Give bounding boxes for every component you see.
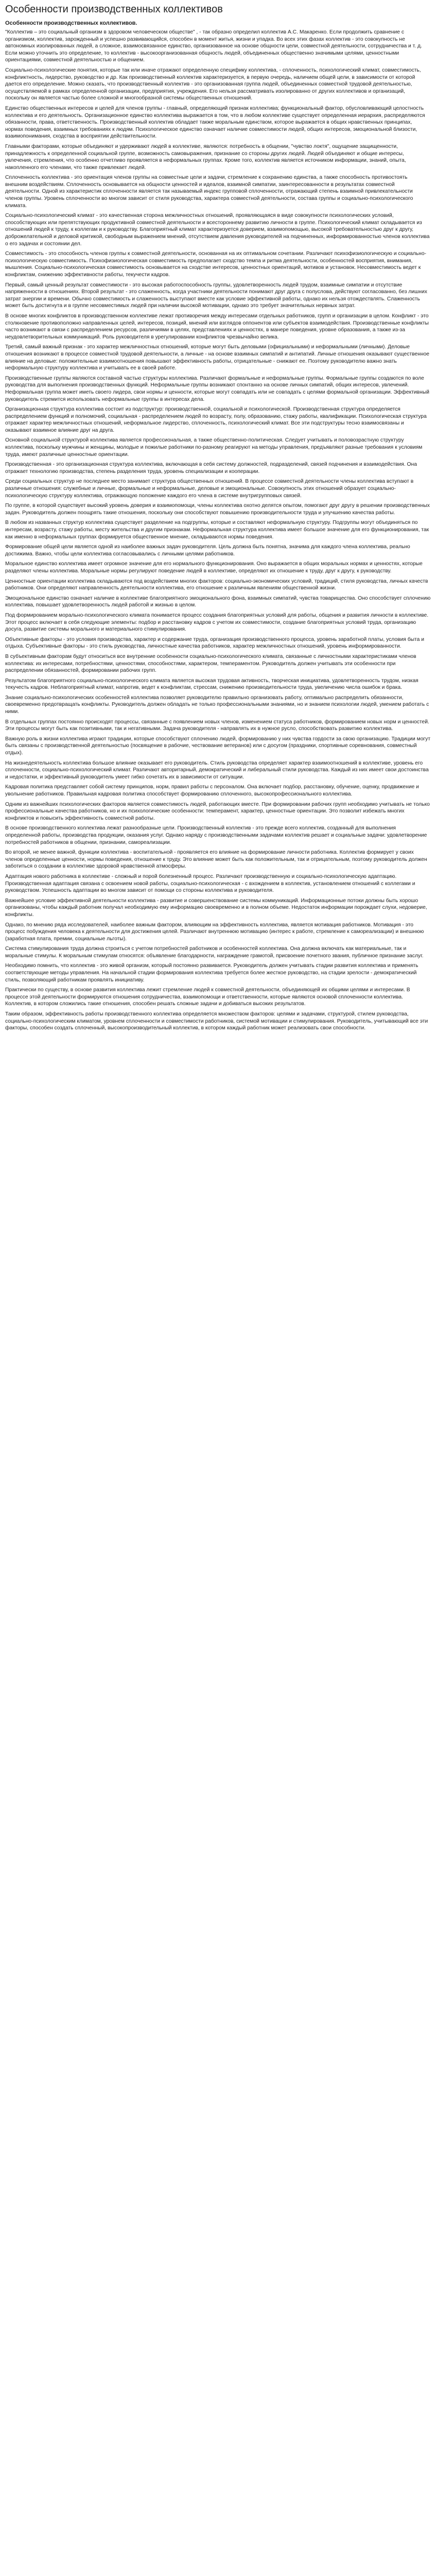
paragraph: Моральное единство коллектива имеет огромное значение для его нормального функционирования. Оно выражается в общих моральных нормах и ценностях, которые разделяют члены коллектива. Моральные нормы регулируют поведение людей в коллективе, определяют их отношение к труду, друг к другу, к руководству. — [5, 561, 423, 574]
paragraph: Необходимо помнить, что коллектив - это живой организм, который постоянно развивается. Руководитель должен учитывать стадии развития коллектива и применять соответствующие методы управления. На начальной стадии формирования коллектива требуется более жесткое руководство, на стадии зрелости - демократический стиль, позволяющий работникам проявлять инициативу. — [5, 963, 418, 983]
page-title: Особенности производственных коллективов — [5, 4, 223, 15]
paragraph: Во второй, не менее важной, функции коллектива - воспитательной - проявляется его влияние на формирование личности работника. Коллектив формирует у своих членов определенные ценности, нормы поведения, отношение к труду. Это влияние может быть как положительным, так и отрицательным, поэтому руководитель должен заботиться о создании в коллективе здоровой нравственной атмосферы. — [5, 850, 427, 870]
paragraph: Важную роль в жизни коллектива играют традиции, которые способствуют сплочению людей, формированию у них чувства гордости за свою организацию. Традиции могут быть связаны с производственной деятельностью (посвящение в рабочие, чествование ветеранов) или с досугом (праздники, спортивные соревнования, совместный отдых). — [5, 736, 431, 756]
paragraph: Система стимулирования труда должна строиться с учетом потребностей работников и особенностей коллектива. Она должна включать как материальные, так и моральные стимулы. К моральным стимулам относятся: объявление благодарности, награждение грамотой, присвоение почетного звания, публичное признание заслуг. — [5, 946, 424, 959]
paragraph: Главными факторами, которые объединяют и удерживают людей в коллективе, являются: потребность в общении, "чувство локтя", ощущение защищенности, принадлежность к определенной социальной группе, возможность самовыражения, признание со стороны других людей. Людей объединяют и общие интересы, увлечения, стремления, что особенно отчетливо проявляется в неформальных группах. Кроме того, коллектив является источником информации, знаний, опыта, накопленного его членами, что также привлекает людей. — [5, 143, 406, 171]
article-body — [5, 29, 431, 1032]
paragraph: Социально-психологический климат - это качественная сторона межличностных отношений, проявляющаяся в виде совокупности психологических условий, способствующих или препятствующих продуктивной совместной деятельности и всестороннему развитию личности в группе. Психологический климат складывается из отношений людей к труду, к коллегам и к руководству. Благоприятный климат характеризуется доверием, взаимопомощью, высокой требовательностью друг к другу, доброжелательной и деловой критикой, свободным выражением мнений, отсутствием давления руководителей на подчиненных, информированностью членов коллектива о его задачах и состоянии дел. — [5, 213, 430, 247]
paragraph: Ценностные ориентации коллектива складываются под воздействием многих факторов: социально-экономических условий, традиций, стиля руководства, личных качеств работников. Они определяют направленность деятельности коллектива, его отношение к различным явлениям общественной жизни. — [5, 578, 428, 591]
paragraph: Важнейшее условие эффективной деятельности коллектива - развитие и совершенствование системы коммуникаций. Информационные потоки должны быть хорошо организованы, чтобы каждый работник получал необходимую ему информацию своевременно и в полном объеме. Недостаток информации порождает слухи, недоверие, конфликты. — [5, 897, 427, 918]
paragraph: Сплоченность коллектива - это ориентация членов группы на совместные цели и задачи, стремление к сохранению единства, а также способность противостоять внешним воздействиям. Сплоченность основывается на общности ценностей и идеалов, взаимной симпатии, заинтересованности в результатах совместной деятельности. Одной из характеристик сплоченности является так называемый индекс групповой сплоченности, отражающий степень взаимной привлекательности членов группы. Уровень сплоченности во многом зависит от стиля руководства, характера совместной деятельности, состава группы и социально-психологического климата. — [5, 175, 413, 209]
paragraph: Организационная структура коллектива состоит из подструктур: производственной, социальной и психологической. Производственная структура определяется распределением функций и полномочий, социальная - распределением людей по возрасту, полу, образованию, стажу работы, квалификации. Психологическая структура отражает характер межличностных отношений, неформальное лидерство, сплоченность, психологический климат. Все эти подструктуры тесно взаимосвязаны и оказывают взаимное влияние друг на друга. — [5, 406, 427, 433]
paragraph: В основе многих конфликтов в производственном коллективе лежат противоречия между интересами отдельных работников, групп и организации в целом. Конфликт - это столкновение противоположно направленных целей, интересов, позиций, мнений или взглядов оппонентов или субъектов взаимодействия. Производственные конфликты часто возникают в связи с распределением ресурсов, различиями в целях, представлениях и ценностях, в манере поведения, уровне образования, а также из-за неудовлетворительных коммуникаций. Роль руководителя в урегулировании конфликтов чрезвычайно велика. — [5, 313, 429, 340]
paragraph: Производственные группы являются составной частью структуры коллектива. Различают формальные и неформальные группы. Формальные группы создаются по воле руководства для выполнения производственных функций. Неформальные группы возникают спонтанно на основе личных симпатий, общих интересов, увлечений. Неформальная группа может иметь своего лидера, свои нормы и ценности, которые могут совпадать или не совпадать с целями формальной организации. Эффективный руководитель стремится использовать неформальные группы в интересах дела. — [5, 375, 429, 402]
paragraph: Таким образом, эффективность работы производственного коллектива определяется множеством факторов: целями и задачами, структурой, стилем руководства, социально-психологическим климатом, уровнем сплоченности и совместимости работников, системой мотивации и стимулирования. Руководитель, учитывающий все эти факторы, способен создать сплоченный, высокопроизводительный коллектив, в котором каждый работник может реализовать свои способности. — [5, 1011, 428, 1031]
paragraph: Объективные факторы - это условия производства, характер и содержание труда, организация производственного процесса, уровень заработной платы, условия быта и отдыха. Субъективные факторы - это стиль руководства, личностные качества работников, характер межличностных отношений, уровень информированности. — [5, 636, 425, 650]
section-subtitle: Особенности производственных коллективов. — [5, 20, 137, 26]
paragraph: Практически по существу, в основе развития коллектива лежит стремление людей к совместной деятельности, объединяющей их общими целями и интересами. В процессе этой деятельности формируются отношения сотрудничества, взаимопомощи и ответственности, которые являются основой сплоченности коллектива. Коллектив, в котором сложились такие отношения, способен решать сложные задачи и добиваться высоких результатов. — [5, 987, 410, 1007]
paragraph: Знание социально-психологических особенностей коллектива позволяет руководителю правильно организовать работу, оптимально распределить обязанности, своевременно предотвращать конфликты. Руководитель должен обладать не только профессиональными знаниями, но и знанием психологии людей, умением работать с ними. — [5, 694, 429, 715]
paragraph: "Коллектив – это социальный организм в здоровом человеческом обществе" , - так образно определил коллектив А.С. Макаренко. Если продолжить сравнение с организмом, коллектив, зарожденный и успешно развивающийся, способен в момент житья, жизни и упадка. Во всех этих фазах коллектив - это совокупность не автономных изолированных людей, а сложное, взаимосвязанное единство, организованное на основе общности цели, совместной деятельности, сотрудничества и т. д. Если можно уточнить это определение, то коллектив - высокоорганизованная общность людей, объединенных общественно значимыми целями, ценностными ориентациями, совместной деятельностью и общением. — [5, 29, 422, 63]
paragraph: Кадровая политика представляет собой систему принципов, норм, правил работы с персоналом. Она включает подбор, расстановку, обучение, оценку, продвижение и увольнение работников. Правильная кадровая политика способствует формированию сплоченного, высокопрофессионального коллектива. — [5, 784, 419, 797]
paragraph: На жизнедеятельность коллектива большое влияние оказывает его руководитель. Стиль руководства определяет характер взаимоотношений в коллективе, уровень его сплоченности, социально-психологический климат. Различают авторитарный, демократический и либеральный стили руководства. Каждый из них имеет свои достоинства и недостатки, и эффективный руководитель умеет гибко сочетать их в зависимости от ситуации. — [5, 760, 429, 780]
paragraph: Результатом благоприятного социально-психологического климата является высокая трудовая активность, творческая инициатива, удовлетворенность трудом, низкая текучесть кадров. Неблагоприятный климат, напротив, ведет к конфликтам, стрессам, снижению производительности труда, увеличению числа ошибок и брака. — [5, 677, 418, 691]
paragraph: Производственная - это организационная структура коллектива, включающая в себя систему должностей, подразделений, связей подчинения и взаимодействия. Она отражает технологию производства, степень разделения труда, уровень специализации и кооперации. — [5, 462, 417, 474]
paragraph: Адаптация нового работника в коллективе - сложный и порой болезненный процесс. Различают производственную и социально-психологическую адаптацию. Производственная адаптация связана с освоением новой работы, социально-психологическая - с вхождением в коллектив, установлением отношений с коллегами и руководством. Успешность адаптации во многом зависит от помощи со стороны коллектива и руководителя. — [5, 873, 415, 894]
paragraph: Среди социальных структур не последнее место занимает структура общественных отношений. В процессе совместной деятельности члены коллектива вступают в различные отношения: служебные и личные, формальные и неформальные, деловые и эмоциональные. Совокупность этих отношений образует социально-психологическую структуру коллектива, отражающую положение каждого его члена в системе внутригрупповых связей. — [5, 479, 414, 499]
paragraph: Одним из важнейших психологических факторов является совместимость людей, работающих вместе. При формировании рабочих групп необходимо учитывать не только профессиональные качества работников, но и их психологические особенности: темперамент, характер, ценностные ориентации. Это позволит избежать многих конфликтов и повысить эффективность совместной работы. — [5, 801, 430, 821]
paragraph: В основе производственного коллектива лежат разнообразные цели. Производственный коллектив - это прежде всего коллектив, созданный для выполнения определенной работы, производства продукции, оказания услуг. Однако наряду с производственными задачами коллектив решает и социальные задачи: удовлетворение потребностей работников в общении, признании, самореализации. — [5, 825, 427, 845]
paragraph: Формирование общей цели является одной из наиболее важных задач руководителя. Цель должна быть понятна, значима для каждого члена коллектива, реально достижима. Важно, чтобы цели коллектива согласовывались с личными целями работников. — [5, 544, 410, 557]
paragraph: Под формированием морально-психологического климата понимается процесс создания благоприятных условий для работы, общения и развития личности в коллективе. Этот процесс включает в себя следующие элементы: подбор и расстановку кадров с учетом их совместимости, создание благоприятных условий труда, организацию досуга, развитие системы морального и материального стимулирования. — [5, 612, 429, 633]
paragraph: Единство общественных интересов и целей для членов группы - главный, определяющий признак коллектива; функциональный фактор, обусловливающий целостность коллектива и его деятельность. Организационное единство коллектива выражается в том, что в любом коллективе существует определенная иерархия, распределяются обязанности, права, ответственность. Производственный коллектив обладает также моральным единством, которое выражается в общих нравственных принципах, нормах поведения, взаимных требованиях к людям. Психологическое единство означает наличие совместимости людей, общих интересов, эмоциональной близости, взаимопонимания, сходства в восприятии действительности. — [5, 105, 425, 140]
paragraph: В любом из названных структур коллектива существует разделение на подгруппы, которые и составляют неформальную структуру. Подгруппы могут объединяться по интересам, возрасту, стажу работы, месту жительства и другим признакам. Неформальная структура коллектива имеет большое значение для его функционирования, так как именно в неформальных группах формируется общественное мнение, складываются нормы поведения. — [5, 520, 429, 540]
paragraph: Социально-психологические понятия, которые так или иначе отражают определенную специфику коллектива, - сплоченность, психологический климат, совместимость, конфликтность, лидерство, руководство и др. Как производственный коллектив характеризуется, в первую очередь, наличием общей цели, в зависимости от которой дается его определение. Можно сказать, что производственный коллектив - это организованная группа людей, объединенных совместной трудовой деятельностью, осуществляемой в рамках определенной организации, предприятия, учреждения. Его нельзя рассматривать изолированно от других коллективов и организаций, поскольку он является частью более сложной и многообразной системы общественных отношений. — [5, 67, 421, 101]
paragraph: Основной социальной структурой коллектива является профессиональная, а также общественно-политическая. Следует учитывать и половозрастную структуру коллектива, поскольку мужчины и женщины, молодые и пожилые работники по-разному реагируют на методы управления, предъявляют разные требования к условиям труда, имеют различные ценностные ориентации. — [5, 437, 423, 457]
paragraph: Совместимость - это способность членов группы к совместной деятельности, основанная на их оптимальном сочетании. Различают психофизиологическую и социально-психологическую совместимость. Психофизиологическая совместимость предполагает сходство темпа и ритма деятельности, особенностей восприятия, внимания, мышления. Социально-психологическая совместимость основывается на сходстве интересов, ценностных ориентаций, мотивов и установок. Несовместимость ведет к конфликтам, снижению эффективности работы, текучести кадров. — [5, 251, 427, 278]
paragraph: В отдельных группах постоянно происходят процессы, связанные с появлением новых членов, изменением статуса работников, формированием новых норм и ценностей. Эти процессы могут быть как позитивными, так и негативными. Задача руководителя - направлять их в нужное русло, способствовать развитию коллектива. — [5, 719, 429, 732]
paragraph: Однако, по мнению ряда исследователей, наиболее важным фактором, влияющим на эффективность коллектива, является мотивация работников. Мотивация - это процесс побуждения человека к деятельности для достижения целей. Различают внутреннюю мотивацию (интерес к работе, стремление к самореализации) и внешнюю (заработная плата, премии, социальные льготы). — [5, 922, 424, 942]
paragraph: Первый, самый ценный результат совместимости - это высокая работоспособность группы, удовлетворенность людей трудом, взаимные симпатии и отсутствие напряженности в отношениях. Второй результат - это слаженность, когда участники деятельности понимают друг друга с полуслова, действуют согласованно, без лишних затрат энергии и времени. Обычно совместимость и слаженность выступают вместе как условие эффективной работы, однако их нельзя отождествлять. Слаженность может быть достигнута и в группе несовместимых людей при наличии высокой мотивации, однако это требует значительных нервных затрат. — [5, 282, 427, 309]
paragraph: Эмоциональное единство означает наличие в коллективе благоприятного эмоционального фона, взаимных симпатий, чувства товарищества. Оно способствует сплочению коллектива, повышает удовлетворенность людей работой и жизнью в целом. — [5, 595, 431, 608]
paragraph: В субъективным факторам будут относиться все внутренние особенности социально-психологического климата, связанные с личностными характеристиками членов коллектива: их интересами, потребностями, ценностями, способностями, характером, темпераментом. Руководитель должен учитывать эти особенности при распределении обязанностей, формировании рабочих групп. — [5, 653, 416, 674]
paragraph: По группе, в которой существует высокий уровень доверия и взаимопомощи, члены коллектива охотно делятся опытом, помогают друг другу в решении производственных задач. Руководитель должен поощрять такие отношения, поскольку они способствуют повышению производительности труда и улучшению качества работы. — [5, 503, 430, 516]
paragraph: Третий, самый важный признак - это характер межличностных отношений, которые могут быть деловыми (официальными) и неформальными (личными). Деловые отношения возникают в процессе совместной трудовой деятельности, а личные - на основе взаимных симпатий и антипатий. Личные отношения оказывают существенное влияние на деловые: положительные взаимоотношения повышают эффективность работы, отрицательные - снижают ее. Поэтому руководителю важно знать неформальную структуру коллектива и учитывать ее в своей работе. — [5, 344, 430, 371]
